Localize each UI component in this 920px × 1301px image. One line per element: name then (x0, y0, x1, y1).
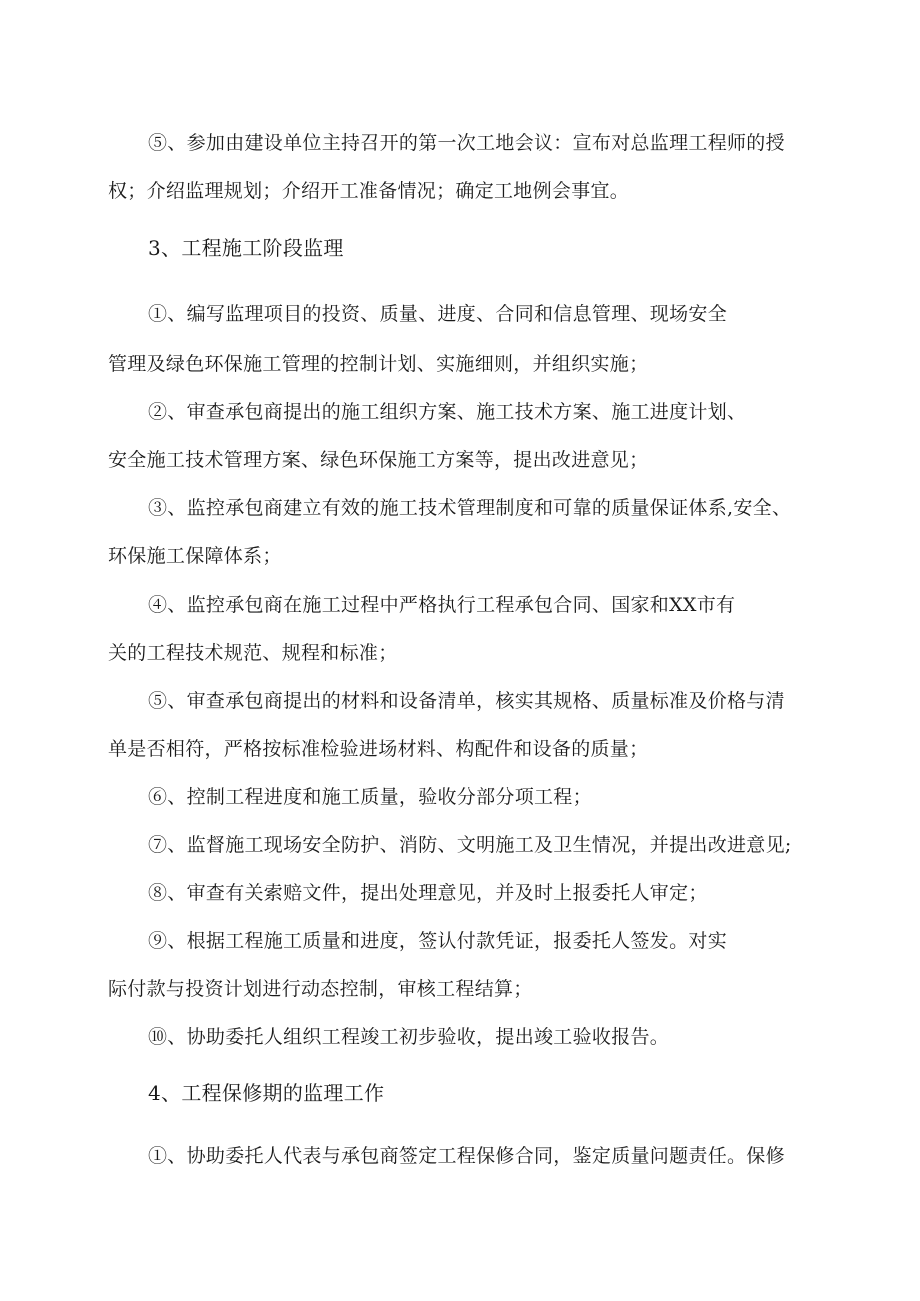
paragraph-line: 安全施工技术管理方案、绿色环保施工方案等，提出改进意见； (108, 449, 649, 471)
section-heading: 3、工程施工阶段监理 (148, 236, 344, 260)
paragraph-line: ②、审查承包商提出的施工组织方案、施工技术方案、施工进度计划、 (148, 401, 747, 423)
paragraph-line: 权；介绍监理规划；介绍开工准备情况；确定工地例会事宜。 (108, 180, 630, 202)
paragraph-line: ⑤、参加由建设单位主持召开的第一次工地会议：宣布对总监理工程师的授 (148, 132, 785, 154)
paragraph-line: 环保施工保障体系； (108, 545, 282, 567)
paragraph-line: ⑩、协助委托人组织工程竣工初步验收，提出竣工验收报告。 (148, 1026, 670, 1048)
paragraph-line: 单是否相符，严格按标准检验进场材料、构配件和设备的质量； (108, 738, 649, 760)
paragraph-line: ①、协助委托人代表与承包商签定工程保修合同，鉴定质量问题责任。保修 (148, 1145, 785, 1167)
paragraph-line: ①、编写监理项目的投资、质量、进度、合同和信息管理、现场安全 (148, 303, 728, 325)
paragraph-line: ④、监控承包商在施工过程中严格执行工程承包合同、国家和XX市有 (148, 594, 736, 616)
paragraph-line: 际付款与投资计划进行动态控制，审核工程结算； (108, 978, 533, 1000)
paragraph-line: ⑧、审查有关索赔文件，提出处理意见，并及时上报委托人审定； (148, 882, 708, 904)
section-heading: 4、工程保修期的监理工作 (148, 1081, 385, 1105)
paragraph-line: ③、监控承包商建立有效的施工技术管理制度和可靠的质量保证体系,安全、 (148, 497, 792, 519)
paragraph-line: ⑤、审查承包商提出的材料和设备清单，核实其规格、质量标准及价格与清 (148, 690, 785, 712)
paragraph-line: ⑥、控制工程进度和施工质量，验收分部分项工程； (148, 786, 592, 808)
paragraph-line: ⑦、监督施工现场安全防护、消防、文明施工及卫生情况，并提出改进意见; (148, 834, 792, 856)
paragraph-line: ⑨、根据工程施工质量和进度，签认付款凭证，报委托人签发。对实 (148, 930, 728, 952)
paragraph-line: 管理及绿色环保施工管理的控制计划、实施细则，并组织实施； (108, 353, 649, 375)
paragraph-line: 关的工程技术规范、规程和标准； (108, 642, 398, 664)
